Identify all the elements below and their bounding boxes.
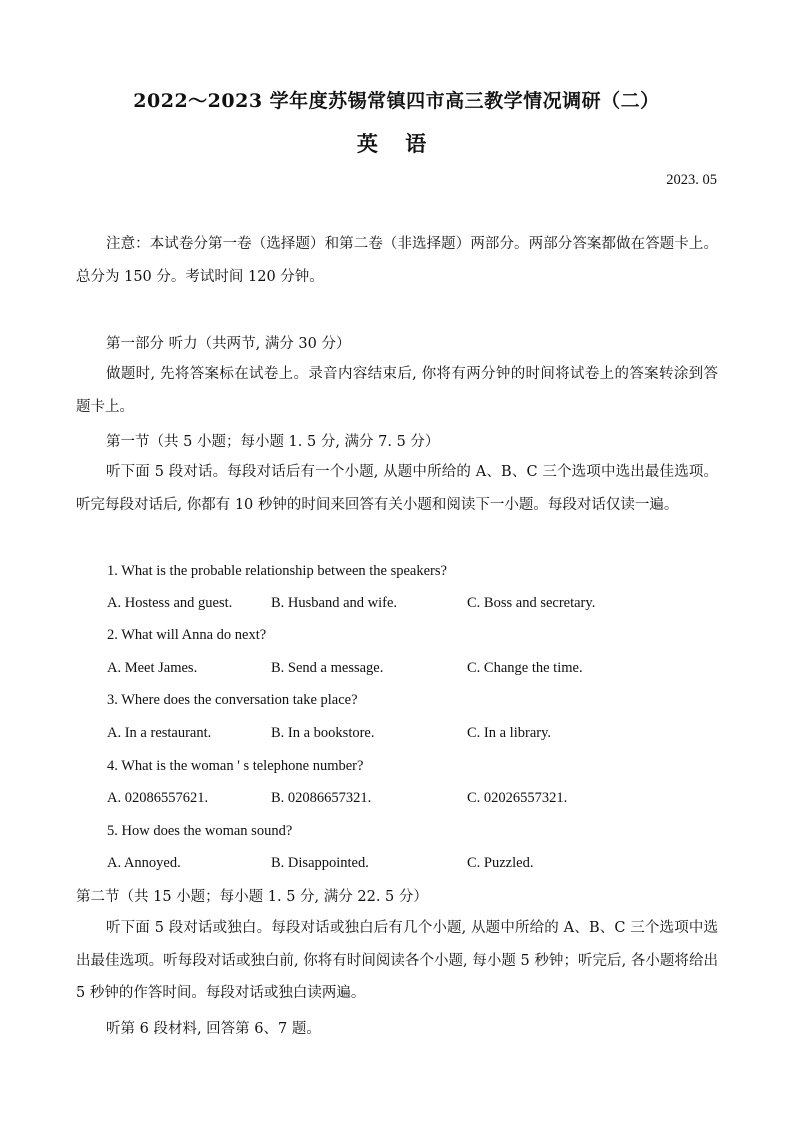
subject-title: 英 语 <box>356 131 437 156</box>
material-6-instruction: 听第 6 段材料, 回答第 6、7 题。 <box>106 1021 321 1037</box>
section1-instruction: 听下面 5 段对话。每段对话后有一个小题, 从题中所给的 A、B、C 三个选项中选出最佳选项。听完每段对话后, 你都有 10 秒钟的时间来回答有关小题和阅读下一小题。每段对话仅读一遍。 <box>76 464 718 513</box>
option-1c: C. Boss and secretary. <box>467 595 596 611</box>
question-5: 5. How does the woman sound? <box>107 823 293 839</box>
question-1: 1. What is the probable relationship between the speakers? <box>107 563 447 579</box>
option-2a: A. Meet James. <box>107 660 198 676</box>
question-4: 4. What is the woman ' s telephone number? <box>107 758 364 774</box>
part1-heading: 第一部分 听力（共两节, 满分 30 分） <box>106 336 351 352</box>
part1-instruction: 做题时, 先将答案标在试卷上。录音内容结束后, 你将有两分钟的时间将试卷上的答案转涂到答题卡上。 <box>76 366 718 415</box>
option-5b: B. Disappointed. <box>271 855 369 871</box>
option-5a: A. Annoyed. <box>107 855 181 871</box>
question-3: 3. Where does the conversation take place? <box>107 692 358 708</box>
notice-paragraph: 注意：本试卷分第一卷（选择题）和第二卷（非选择题）两部分。两部分答案都做在答题卡上。总分为 150 分。考试时间 120 分钟。 <box>76 236 718 285</box>
section1-heading: 第一节（共 5 小题；每小题 1. 5 分, 满分 7. 5 分） <box>106 434 440 450</box>
option-4b: B. 02086657321. <box>271 790 372 806</box>
option-1b: B. Husband and wife. <box>271 595 398 611</box>
option-3a: A. In a restaurant. <box>107 725 212 741</box>
option-3c: C. In a library. <box>467 725 552 741</box>
question-2: 2. What will Anna do next? <box>107 627 267 643</box>
section2-heading: 第二节（共 15 小题；每小题 1. 5 分, 满分 22. 5 分） <box>76 889 428 905</box>
option-2c: C. Change the time. <box>467 660 583 676</box>
option-1a: A. Hostess and guest. <box>107 595 233 611</box>
option-3b: B. In a bookstore. <box>271 725 375 741</box>
exam-title: 2022～2023 学年度苏锡常镇四市高三教学情况调研（二） <box>133 90 660 112</box>
option-2b: B. Send a message. <box>271 660 384 676</box>
option-4a: A. 02086557621. <box>107 790 209 806</box>
option-5c: C. Puzzled. <box>467 855 534 871</box>
exam-date: 2023. 05 <box>666 172 717 188</box>
option-4c: C. 02026557321. <box>467 790 568 806</box>
section2-instruction: 听下面 5 段对话或独白。每段对话或独白后有几个小题, 从题中所给的 A、B、C 三个选项中选出最佳选项。听每段对话或独白前, 你将有时间阅读各个小题, 每小题 5 秒钟；听完后, 各小题将给出 5 秒钟的作答时间。每段对话或独白读两遍。 <box>76 920 718 1001</box>
